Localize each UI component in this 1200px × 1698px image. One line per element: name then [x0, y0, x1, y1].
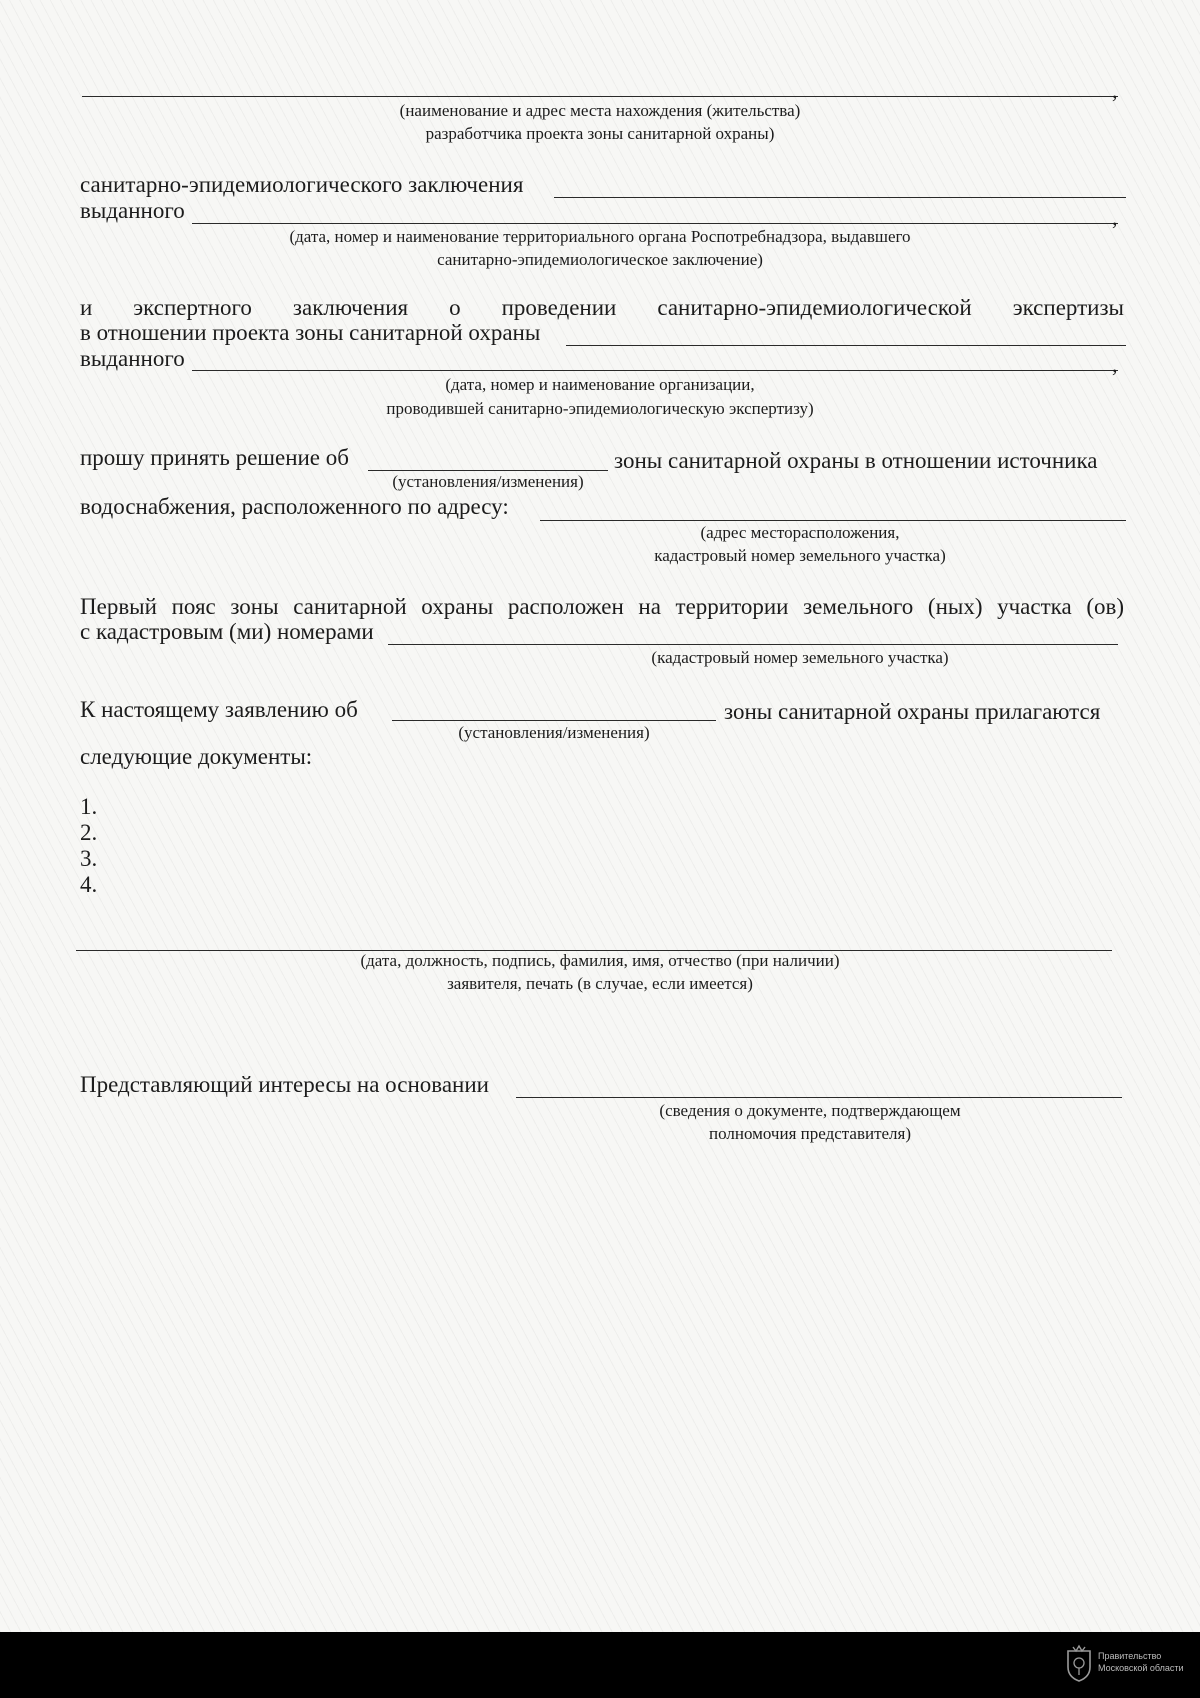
decision-choice-field[interactable] [368, 470, 608, 471]
expert-conclusion-line: и экспертного заключения о проведении санитарно-эпидемиологической экспертизы [80, 295, 1124, 320]
expert-caption-line2: проводившей санитарно-эпидемиологическую экспертизу) [386, 399, 814, 418]
list-item: 4. [80, 872, 98, 897]
issued-label: выданного [80, 346, 185, 371]
first-belt-line: Первый пояс зоны санитарной охраны расположен на территории земельного (ных) участка (ов) [80, 594, 1124, 619]
attachments-choice-field[interactable] [392, 720, 716, 721]
expert-issued-field[interactable] [192, 370, 1118, 371]
list-item: 2. [80, 820, 98, 845]
footer-line2: Московской области [1098, 1663, 1184, 1673]
footer-org-name [1098, 1650, 1194, 1674]
representative-label: Представляющий интересы на основании [80, 1072, 489, 1097]
list-item: 1. [80, 794, 98, 819]
developer-caption-line1: (наименование и адрес места нахождения (жительства) [399, 101, 801, 120]
representative-basis-field[interactable] [516, 1097, 1122, 1098]
issued-label: выданного [80, 198, 185, 223]
footer-line1: Правительство [1098, 1651, 1162, 1661]
signature-caption-line2: заявителя, печать (в случае, если имеется) [447, 974, 753, 993]
address-field[interactable] [540, 520, 1126, 521]
address-caption-line1: (адрес месторасположения, [700, 523, 900, 542]
conclusion-caption-line2: санитарно-эпидемиологическое заключение) [437, 250, 763, 269]
developer-name-field[interactable] [82, 96, 1118, 97]
signature-caption-line1: (дата, должность, подпись, фамилия, имя, отчество (при наличии) [360, 951, 840, 970]
cadastral-numbers-field[interactable] [388, 644, 1118, 645]
comma: , [1112, 78, 1118, 103]
address-caption-line2: кадастровый номер земельного участка) [654, 546, 946, 565]
cadastral-caption: (кадастровый номер земельного участка) [651, 648, 949, 667]
attachments-suffix: зоны санитарной охраны прилагаются [724, 699, 1101, 724]
coat-of-arms-icon [1064, 1643, 1094, 1683]
footer-bar [0, 1632, 1200, 1698]
cadastral-numbers-label: с кадастровым (ми) номерами [80, 619, 374, 644]
issued-field[interactable] [192, 223, 1118, 224]
decision-suffix: зоны санитарной охраны в отношении источника [614, 448, 1098, 473]
attachments-list-label: следующие документы: [80, 744, 313, 769]
water-supply-address-label: водоснабжения, расположенного по адресу: [80, 494, 509, 519]
expert-caption-line1: (дата, номер и наименование организации, [445, 375, 755, 394]
representative-caption-line2: полномочия представителя) [708, 1124, 912, 1143]
conclusion-caption-line1: (дата, номер и наименование территориального органа Роспотребнадзора, выдавшего [289, 227, 911, 246]
sanitary-conclusion-field[interactable] [554, 197, 1126, 198]
developer-caption-line2: разработчика проекта зоны санитарной охраны) [425, 124, 775, 143]
sanitary-conclusion-label: санитарно-эпидемиологического заключения [80, 172, 524, 197]
expert-project-field[interactable] [566, 345, 1126, 346]
decision-choice-caption: (установления/изменения) [392, 472, 584, 491]
attachments-choice-caption: (установления/изменения) [458, 723, 650, 742]
attachments-prefix: К настоящему заявлению об [80, 697, 358, 722]
comma: , [1112, 205, 1118, 230]
expert-project-label: в отношении проекта зоны санитарной охраны [80, 320, 541, 345]
representative-caption-line1: (сведения о документе, подтверждающем [659, 1101, 961, 1120]
decision-prefix: прошу принять решение об [80, 445, 349, 470]
list-item: 3. [80, 846, 98, 871]
comma: , [1112, 352, 1118, 377]
